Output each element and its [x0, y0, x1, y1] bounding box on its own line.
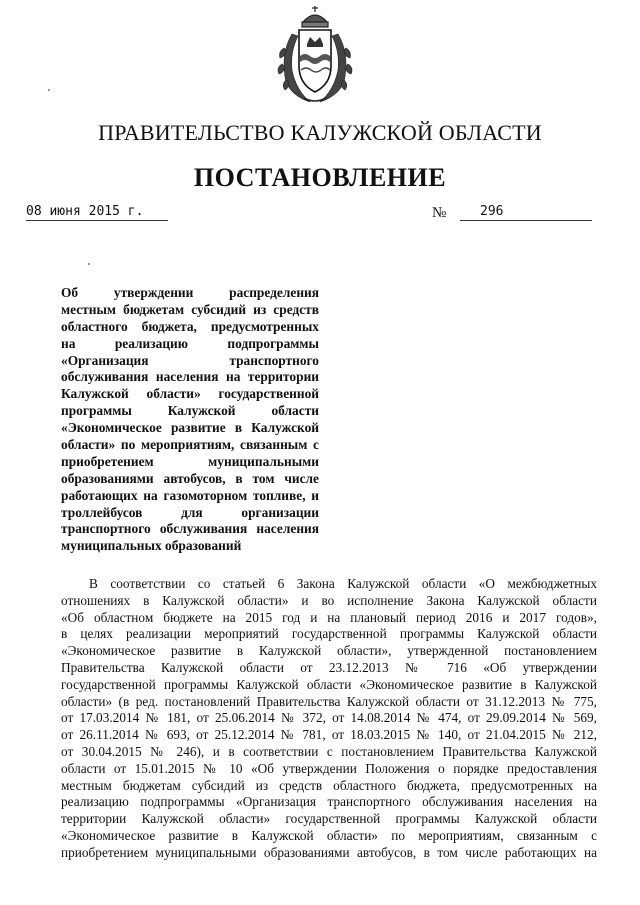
subject-line: Калужской области» государственной — [61, 386, 319, 402]
scan-speck — [88, 263, 90, 265]
subject-line: троллейбусов для организации — [61, 504, 319, 520]
document-number-field — [460, 204, 592, 221]
subject-line: на реализацию подпрограммы — [61, 335, 319, 351]
body-line: области от 15.01.2015 № 10 «Об утверждении Положения о порядке предоставления — [61, 760, 597, 776]
subject-line: приобретением муниципальными — [61, 453, 319, 469]
body-line: местным бюджетам субсидий из средств областного бюджета, предусмотренных на — [61, 777, 597, 793]
body-line: реализацию подпрограммы «Организация транспортного обслуживания населения на — [61, 794, 597, 810]
document-date: 08 июня 2015 г. — [26, 204, 168, 221]
scan-speck — [48, 89, 50, 91]
body-line: от 26.11.2014 № 693, от 25.12.2014 № 781, от 18.03.2015 № 140, от 21.04.2015 № 212, — [61, 727, 597, 743]
body-line: «Экономическое развитие в Калужской области», утвержденной постановлением — [61, 643, 597, 659]
subject-line: транспортного обслуживания населения — [61, 521, 319, 537]
body-line: от 30.04.2015 № 246), и в соответствии с постановлением Правительства Калужской — [61, 743, 597, 759]
body-line: государственной программы Калужской области «Экономическое развитие в Калужской — [61, 676, 597, 692]
body-line: территории Калужской области» государственной программы Калужской области — [61, 811, 597, 827]
document-subject — [61, 285, 319, 555]
body-line: области» (в ред. постановлений Правительства Калужской области от 31.12.2013 № 775, — [61, 693, 597, 709]
body-line: «Экономическое развитие в Калужской области» по мероприятиям, связанным с — [61, 827, 597, 843]
subject-line: муниципальных образований — [61, 538, 242, 554]
body-line: в целях реализации мероприятий государственной программы Калужской области — [61, 626, 597, 642]
document-body — [61, 576, 597, 862]
org-title: ПРАВИТЕЛЬСТВО КАЛУЖСКОЙ ОБЛАСТИ — [98, 120, 542, 145]
body-line: приобретением муниципальными образованиями автобусов, в том числе работающих на — [61, 844, 597, 860]
kaluga-coat-of-arms-icon — [270, 4, 360, 108]
subject-line: Об утверждении распределения — [61, 285, 319, 300]
subject-line: области» по мероприятиям, связанным с — [61, 437, 319, 453]
body-line: «Об областном бюджете на 2015 год и на плановый период 2016 и 2017 годов», — [61, 609, 597, 625]
subject-line: образованиями автобусов, в том числе — [61, 470, 319, 486]
number-sign: № — [432, 205, 447, 221]
document-type-title: ПОСТАНОВЛЕНИЕ — [193, 163, 447, 192]
subject-line: областного бюджета, предусмотренных — [61, 318, 319, 334]
body-line: В соответствии со статьей 6 Закона Калужской области «О межбюджетных — [89, 576, 597, 591]
subject-line: местным бюджетам субсидий из средств — [61, 301, 319, 317]
subject-line: работающих на газомоторном топливе, и — [61, 487, 319, 503]
subject-line: программы Калужской области — [61, 403, 319, 419]
document-number: 296 — [480, 204, 504, 219]
subject-line: «Организация транспортного — [61, 352, 319, 368]
subject-line: обслуживания населения на территории — [61, 369, 319, 385]
body-line: Правительства Калужской области от 23.12.2013 № 716 «Об утверждении — [61, 659, 597, 675]
body-line: от 17.03.2014 № 181, от 25.06.2014 № 372, от 14.08.2014 № 474, от 29.09.2014 № 569, — [61, 710, 597, 726]
body-line: отношениях в Калужской области» и во исполнение Закона Калужской области — [61, 592, 597, 608]
subject-line: «Экономическое развитие в Калужской — [61, 420, 319, 436]
